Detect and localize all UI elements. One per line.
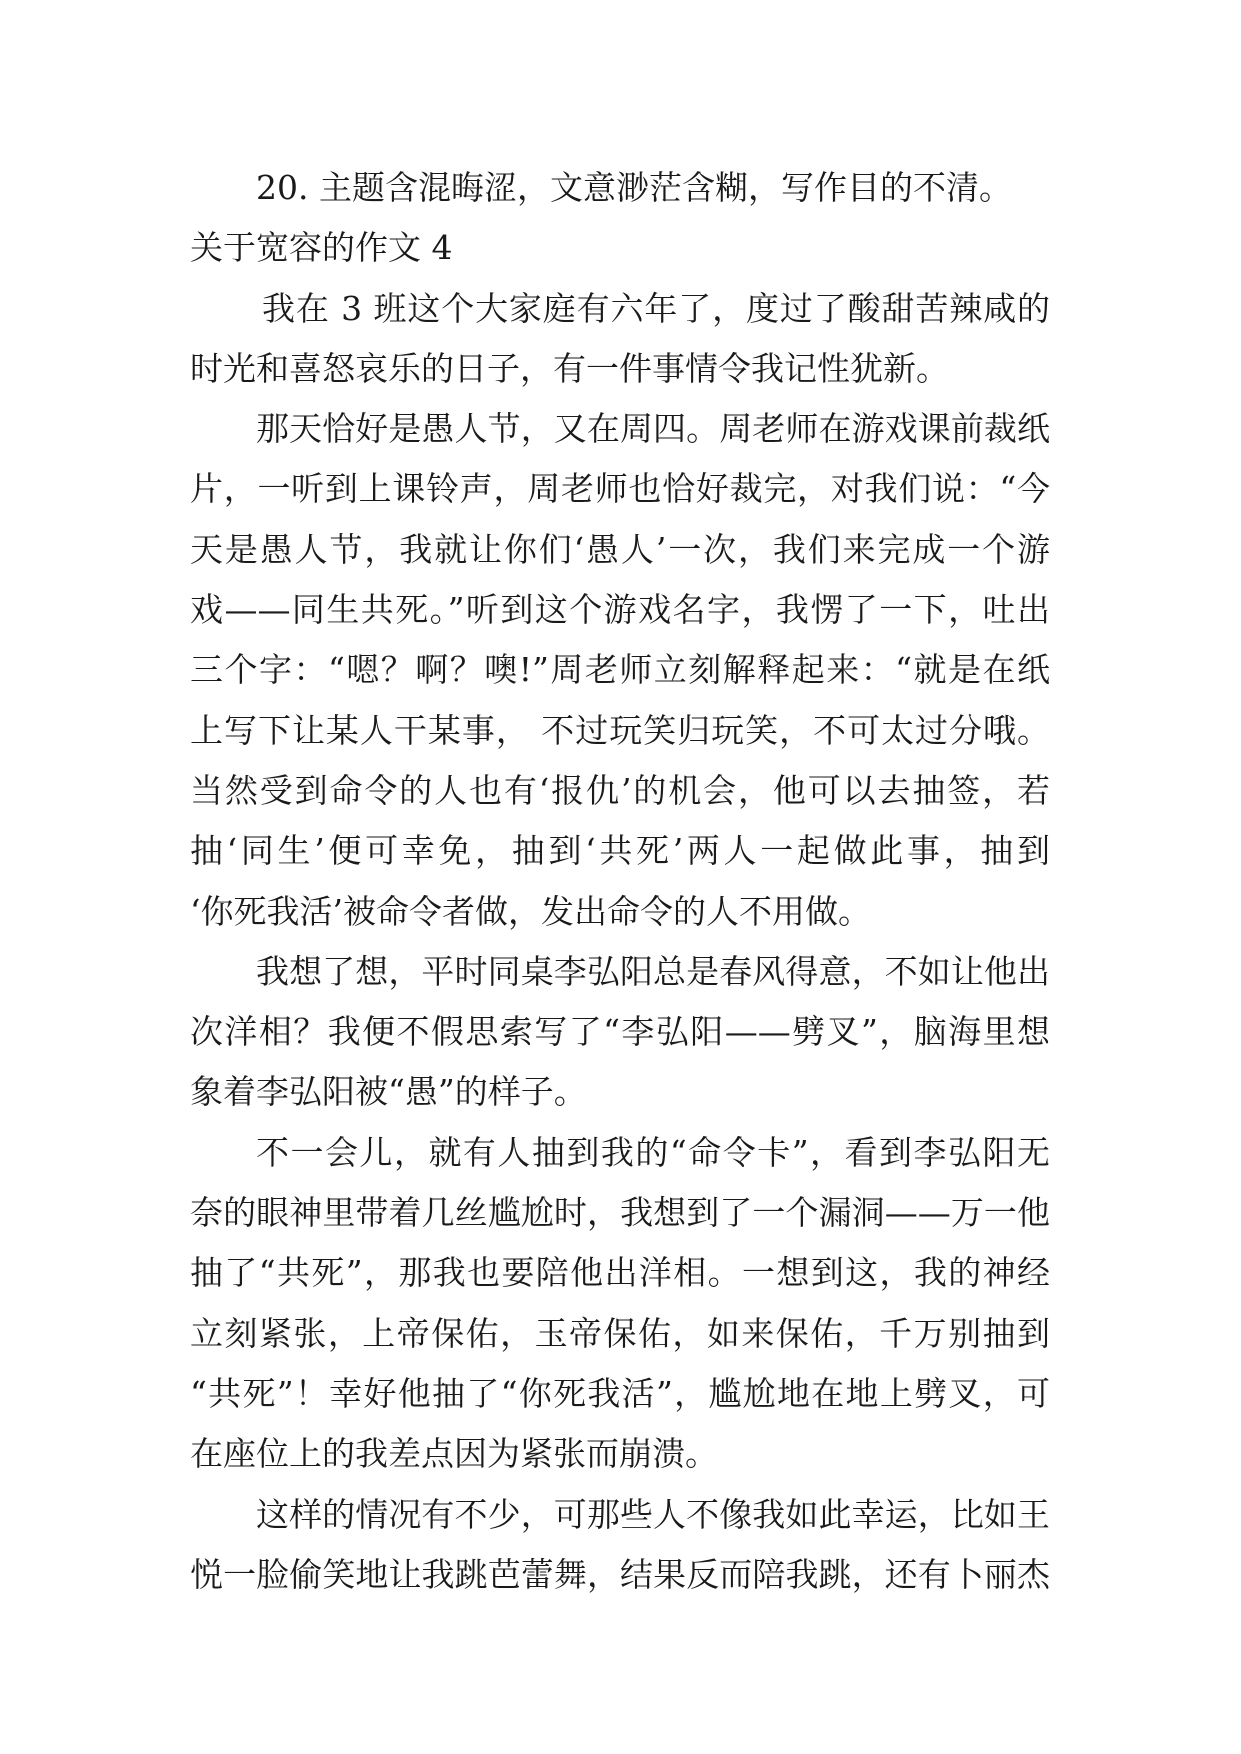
paragraph-line: 我想了想，平时同桌李弘阳总是春风得意，不如让他出 (256, 951, 1050, 991)
paragraph-line: 那天恰好是愚人节，又在周四。周老师在游戏课前裁纸 (256, 409, 1050, 449)
essay-title: 关于宽容的作文 4 (190, 228, 453, 268)
paragraph-line: 天是愚人节，我就让你们‘愚人’一次，我们来完成一个游 (190, 529, 1050, 569)
paragraph-line: 当然受到命令的人也有‘报仇’的机会，他可以去抽签，若 (190, 770, 1050, 810)
paragraph-line: 象着李弘阳被“愚”的样子。 (190, 1072, 587, 1112)
paragraph-line: 时光和喜怒哀乐的日子，有一件事情令我记性犹新。 (190, 348, 949, 388)
item-20-line: 20. 主题含混晦涩，文意渺茫含糊，写作目的不清。 (256, 168, 1012, 207)
paragraph-line: “共死”！幸好他抽了“你死我活”，尴尬地在地上劈叉，可 (190, 1373, 1050, 1413)
document-body (190, 158, 1050, 1605)
paragraph-line: 三个字：“嗯？啊？噢!”周老师立刻解释起来：“就是在纸 (190, 650, 1050, 690)
paragraph-line: 戏——同生共死。”听到这个游戏名字，我愣了一下，吐出 (190, 590, 1050, 630)
paragraph-line: 奈的眼神里带着几丝尴尬时，我想到了一个漏洞——万一他 (190, 1193, 1050, 1233)
paragraph-line: ‘你死我活’被命令者做，发出命令的人不用做。 (190, 891, 871, 931)
paragraph-line: 抽了“共死”，那我也要陪他出洋相。一想到这，我的神经 (190, 1253, 1050, 1293)
paragraph-line: 悦一脸偷笑地让我跳芭蕾舞，结果反而陪我跳，还有卜丽杰 (190, 1554, 1050, 1594)
paragraph-line: 我在 3 班这个大家庭有六年了，度过了酸甜苦辣咸的 (262, 288, 1050, 328)
paragraph-line: 在座位上的我差点因为紧张而崩溃。 (190, 1434, 718, 1474)
paragraph-line: 立刻紧张，上帝保佑，玉帝保佑，如来保佑，千万别抽到 (190, 1313, 1050, 1353)
paragraph-line: 次洋相？我便不假思索写了“李弘阳——劈叉”，脑海里想 (190, 1012, 1050, 1052)
paragraph-line: 这样的情况有不少，可那些人不像我如此幸运，比如王 (256, 1494, 1050, 1534)
paragraph-line: 片，一听到上课铃声，周老师也恰好裁完，对我们说：“今 (190, 469, 1050, 509)
paragraph-line: 不一会儿，就有人抽到我的“命令卡”，看到李弘阳无 (256, 1132, 1050, 1172)
paragraph-line: 上写下让某人干某事， 不过玩笑归玩笑，不可太过分哦。 (190, 710, 1050, 750)
paragraph-line: 抽‘同生’便可幸免，抽到‘共死’两人一起做此事，抽到 (190, 831, 1050, 871)
